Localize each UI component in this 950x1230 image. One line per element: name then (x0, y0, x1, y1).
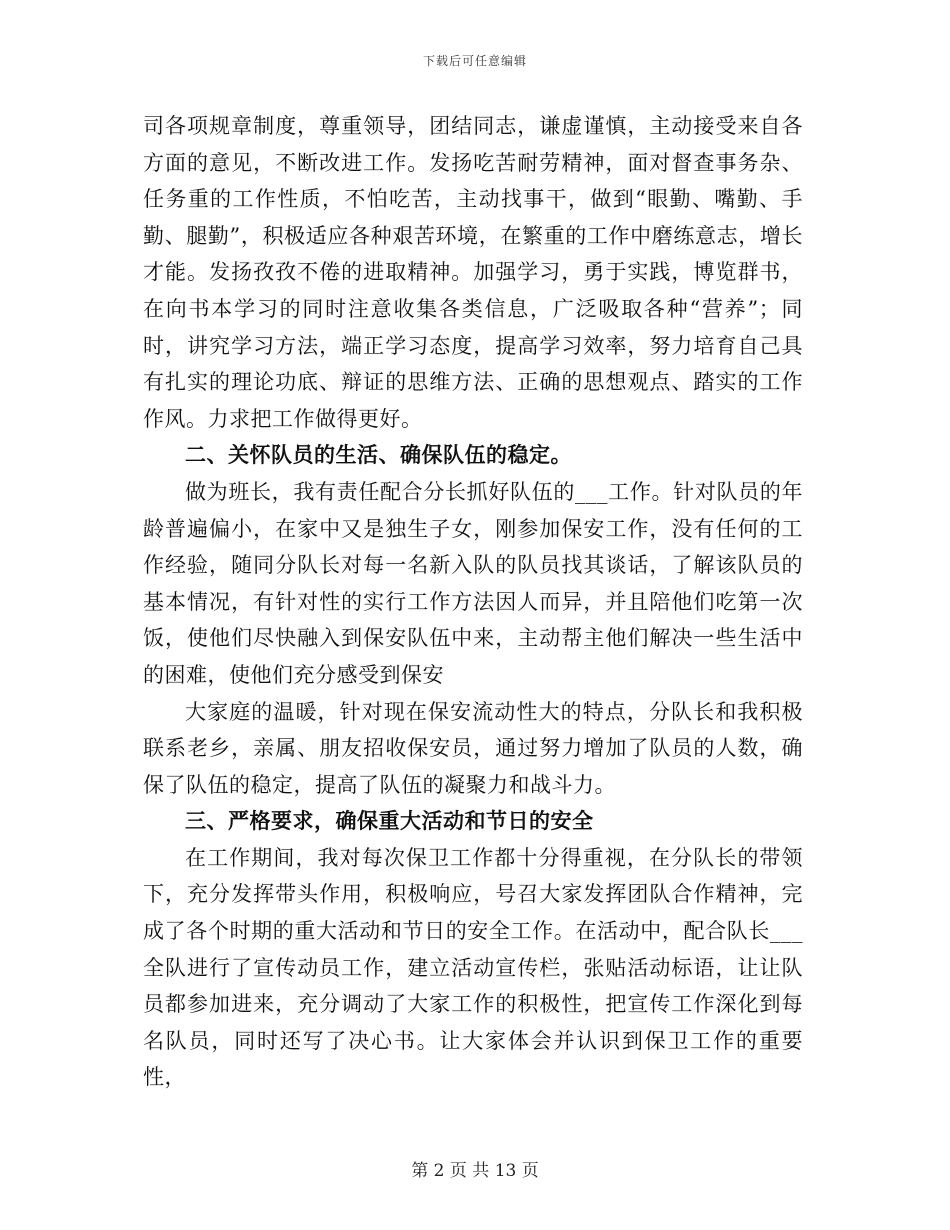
paragraph-section-2: 做为班长，我有责任配合分长抓好队伍的___工作。针对队员的年龄普遍偏小，在家中又是独生子女，刚参加保安工作，没有任何的工作经验，随同分队长对每一名新入队的队员找其谈话，了解该队员的基本情况，有针对性的实行工作方法因人而异，并且陪他们吃第一次饭，使他们尽快融入到保安队伍中来，主动帮主他们解决一些生活中的困难，使他们充分感受到保安 (143, 479, 803, 687)
document-body (143, 108, 803, 1096)
page-header: 下载后可任意编辑 (422, 54, 527, 68)
paragraph-continuation: 司各项规章制度，尊重领导，团结同志，谦虚谨慎，主动接受来自各方面的意见，不断改进工作。发扬吃苦耐劳精神，面对督查事务杂、任务重的工作性质，不怕吃苦，主动找事干，做到“眼勤、嘴勤、手勤、腿勤”，积极适应各种艰苦环境，在繁重的工作中磨练意志，增长才能。发扬孜孜不倦的进取精神。加强学习，勇于实践，博览群书，在向书本学习的同时注意收集各类信息，广泛吸取各种“营养”；同时，讲究学习方法，端正学习态度，提高学习效率，努力培育自己具有扎实的理论功底、辩证的思维方法、正确的思想观点、踏实的工作作风。力求把工作做得更好。 (143, 114, 803, 431)
section-heading-3: 三、严格要求，确保重大活动和节日的安全 (185, 808, 594, 834)
paragraph-section-3: 在工作期间，我对每次保卫工作都十分得重视，在分队长的带领下，充分发挥带头作用，积极响应，号召大家发挥团队合作精神，完成了各个时期的重大活动和节日的安全工作。在活动中，配合队长___全队进行了宣传动员工作，建立活动宣传栏，张贴活动标语，让让队员都参加进来，充分调动了大家工作的积极性，把宣传工作深化到每名队员，同时还写了决心书。让大家体会并认识到保卫工作的重要性， (143, 845, 803, 1090)
paragraph-section-2-continued: 大家庭的温暖，针对现在保安流动性大的特点，分队长和我积极联系老乡，亲属、朋友招收保安员，通过努力增加了队员的人数，确保了队伍的稳定，提高了队伍的凝聚力和战斗力。 (143, 699, 803, 797)
section-heading-2: 二、关怀队员的生活、确保队伍的稳定。 (185, 442, 572, 468)
page-number: 第 2 页 共 13 页 (411, 1161, 539, 1181)
